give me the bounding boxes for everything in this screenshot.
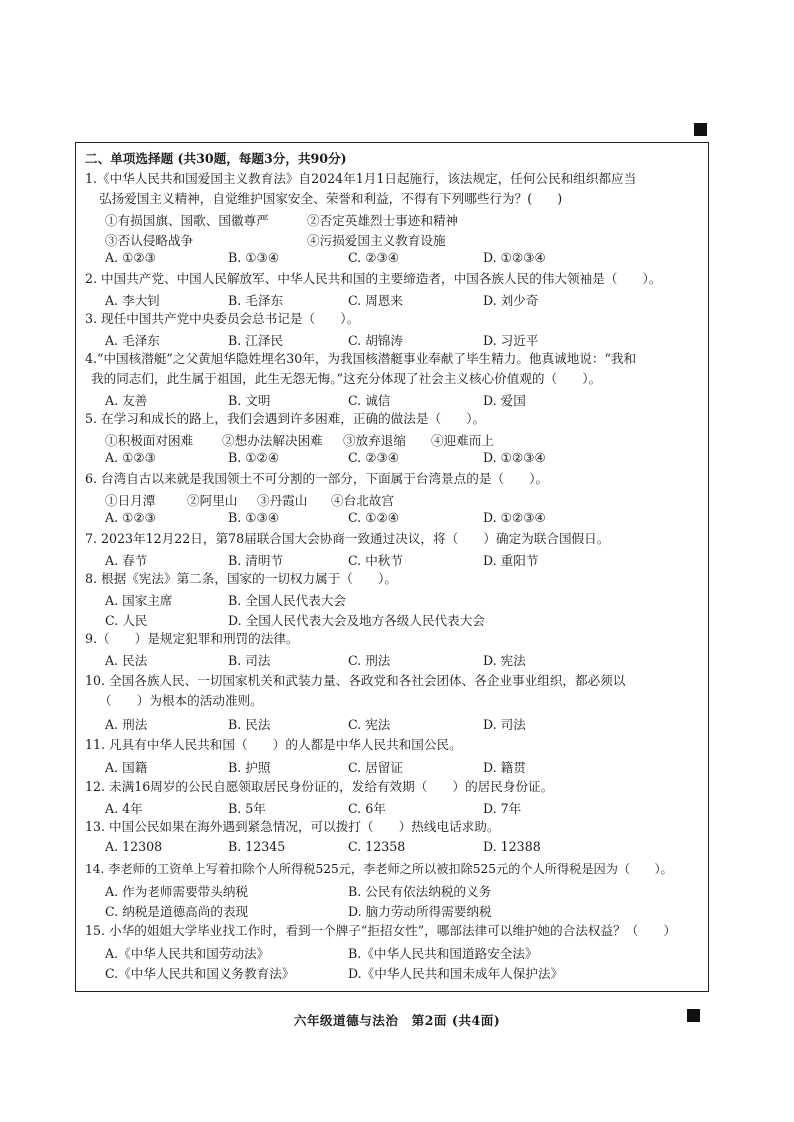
q7-option-c: C. 中秋节 bbox=[348, 553, 403, 568]
q1-statement-3: ③否认侵略战争 bbox=[105, 233, 194, 248]
q2-option-b: B. 毛泽东 bbox=[228, 293, 284, 308]
q7-option-a: A. 春节 bbox=[105, 553, 148, 568]
q10-option-b: B. 民法 bbox=[228, 717, 271, 732]
q1-option-b: B. ①③④ bbox=[228, 250, 280, 265]
q8-stem: 8. 根据《宪法》第二条，国家的一切权力属于（ ）。 bbox=[85, 571, 397, 586]
q12-option-b: B. 5年 bbox=[228, 801, 266, 816]
q4-option-d: D. 爱国 bbox=[483, 393, 526, 408]
q3-option-b: B. 江泽民 bbox=[228, 333, 284, 348]
q9-option-b: B. 司法 bbox=[228, 653, 271, 668]
registration-mark-top-right bbox=[694, 123, 707, 136]
q15-option-a: A.《中华人民共和国劳动法》 bbox=[105, 946, 270, 961]
q12-option-a: A. 4年 bbox=[105, 801, 143, 816]
q6-statement-3: ③丹霞山 bbox=[257, 493, 308, 508]
q11-option-a: A. 国籍 bbox=[105, 760, 148, 775]
q11-option-d: D. 籍贯 bbox=[483, 760, 526, 775]
q6-statement-4: ④台北故宫 bbox=[331, 493, 394, 508]
q11-option-b: B. 护照 bbox=[228, 760, 271, 775]
q13-option-b: B. 12345 bbox=[228, 839, 286, 854]
q15-option-c: C.《中华人民共和国义务教育法》 bbox=[105, 966, 295, 981]
q4-option-b: B. 文明 bbox=[228, 393, 271, 408]
q14-option-a: A. 作为老师需要带头纳税 bbox=[105, 884, 249, 899]
q5-option-b: B. ①②④ bbox=[228, 450, 280, 465]
q14-option-b: B. 公民有依法纳税的义务 bbox=[348, 884, 492, 899]
q5-statement-4: ④迎难而上 bbox=[431, 433, 494, 448]
q1-statement-4: ④污损爱国主义教育设施 bbox=[307, 233, 446, 248]
q3-option-c: C. 胡锦涛 bbox=[348, 333, 403, 348]
q8-option-b: B. 全国人民代表大会 bbox=[228, 593, 347, 608]
q2-stem: 2. 中国共产党、中国人民解放军、中华人民共和国的主要缔造者，中国各族人民的伟大领袖是（ ）。 bbox=[85, 271, 662, 286]
q2-option-a: A. 李大钊 bbox=[105, 293, 160, 308]
q3-option-a: A. 毛泽东 bbox=[105, 333, 160, 348]
q15-stem: 15. 小华的姐姐大学毕业找工作时，看到一个牌子“拒招女性”，哪部法律可以维护她的合法权益？（ ） bbox=[85, 923, 677, 938]
q6-statement-2: ②阿里山 bbox=[187, 493, 238, 508]
q1-stem-line2: 弘扬爱国主义精神，自觉维护国家安全、荣誉和利益，不得有下列哪些行为？( ) bbox=[99, 191, 563, 206]
q8-option-d: D. 全国人民代表大会及地方各级人民代表大会 bbox=[228, 613, 485, 628]
q10-stem-line1: 10. 全国各族人民、一切国家机关和武装力量、各政党和各社会团体、各企业事业组织，都必须以 bbox=[85, 673, 626, 688]
q11-option-c: C. 居留证 bbox=[348, 760, 403, 775]
q4-option-c: C. 诚信 bbox=[348, 393, 391, 408]
q3-stem: 3. 现任中国共产党中央委员会总书记是（ ）。 bbox=[85, 311, 360, 326]
q15-option-d: D.《中华人民共和国未成年人保护法》 bbox=[348, 966, 564, 981]
q7-stem: 7. 2023年12月22日，第78届联合国大会协商一致通过决议，将（ ）确定为联合国假日。 bbox=[85, 531, 610, 546]
q7-option-b: B. 清明节 bbox=[228, 553, 284, 568]
q1-option-c: C. ②③④ bbox=[348, 250, 400, 265]
q1-statement-1: ①有损国旗、国歌、国徽尊严 bbox=[105, 213, 269, 228]
page-footer: 六年级道德与法治 第2面 (共4面) bbox=[293, 1013, 501, 1028]
q14-stem: 14. 李老师的工资单上写着扣除个人所得税525元，李老师之所以被扣除525元的个人所得税是因为（ ）。 bbox=[85, 862, 673, 876]
q6-option-c: C. ①②④ bbox=[348, 510, 400, 525]
q4-stem-line2: 我的同志们，此生属于祖国，此生无怨无悔。”这充分体现了社会主义核心价值观的（ ）。 bbox=[91, 371, 602, 386]
q10-stem-line2: （ ）为根本的活动准则。 bbox=[99, 693, 263, 708]
q6-stem: 6. 台湾自古以来就是我国领土不可分割的一部分，下面属于台湾景点的是（ ）。 bbox=[85, 471, 549, 486]
q10-option-a: A. 刑法 bbox=[105, 717, 148, 732]
q14-option-d: D. 脑力劳动所得需要纳税 bbox=[348, 904, 492, 919]
q7-option-d: D. 重阳节 bbox=[483, 553, 539, 568]
q5-statement-3: ③放弃退缩 bbox=[343, 433, 406, 448]
q12-stem: 12. 未满16周岁的公民自愿领取居民身份证的，发给有效期（ ）的居民身份证。 bbox=[85, 779, 554, 794]
q12-option-d: D. 7年 bbox=[483, 801, 522, 816]
q5-stem: 5. 在学习和成长的路上，我们会遇到许多困难，正确的做法是（ ）。 bbox=[85, 411, 486, 426]
q15-option-b: B.《中华人民共和国道路安全法》 bbox=[348, 946, 538, 961]
q10-option-d: D. 司法 bbox=[483, 717, 526, 732]
section-title: 二、单项选择题 (共30题，每题3分，共90分) bbox=[85, 151, 347, 166]
q4-stem-line1: 4.“中国核潜艇”之父黄旭华隐姓埋名30年，为我国核潜艇事业奉献了毕生精力。他真诚地说：“我和 bbox=[85, 351, 637, 366]
q9-option-c: C. 刑法 bbox=[348, 653, 391, 668]
q2-option-c: C. 周恩来 bbox=[348, 293, 403, 308]
q5-statement-1: ①积极面对困难 bbox=[105, 433, 194, 448]
q5-statement-2: ②想办法解决困难 bbox=[222, 433, 323, 448]
q1-stem-line1: 1.《中华人民共和国爱国主义教育法》自2024年1月1日起施行，该法规定，任何公民和组织都应当 bbox=[85, 171, 637, 186]
q5-option-d: D. ①②③④ bbox=[483, 450, 546, 465]
q11-stem: 11. 凡具有中华人民共和国（ ）的人都是中华人民共和国公民。 bbox=[85, 737, 462, 752]
q8-option-a: A. 国家主席 bbox=[105, 593, 173, 608]
q13-stem: 13. 中国公民如果在海外遇到紧急情况，可以拨打（ ）热线电话求助。 bbox=[85, 819, 500, 834]
q6-option-b: B. ①③④ bbox=[228, 510, 280, 525]
q12-option-c: C. 6年 bbox=[348, 801, 386, 816]
q9-stem: 9.（ ）是规定犯罪和刑罚的法律。 bbox=[85, 631, 299, 646]
q3-option-d: D. 习近平 bbox=[483, 333, 539, 348]
q6-option-d: D. ①②③④ bbox=[483, 510, 546, 525]
q2-option-d: D. 刘少奇 bbox=[483, 293, 539, 308]
q1-option-a: A. ①②③ bbox=[105, 250, 156, 265]
q6-statement-1: ①日月潭 bbox=[105, 493, 156, 508]
q5-option-a: A. ①②③ bbox=[105, 450, 156, 465]
q10-option-c: C. 宪法 bbox=[348, 717, 391, 732]
q6-option-a: A. ①②③ bbox=[105, 510, 156, 525]
q9-option-d: D. 宪法 bbox=[483, 653, 526, 668]
q1-option-d: D. ①②③④ bbox=[483, 250, 546, 265]
q4-option-a: A. 友善 bbox=[105, 393, 148, 408]
q1-statement-2: ②否定英雄烈士事迹和精神 bbox=[307, 213, 459, 228]
q9-option-a: A. 民法 bbox=[105, 653, 148, 668]
q13-option-d: D. 12388 bbox=[483, 839, 541, 854]
q8-option-c: C. 人民 bbox=[105, 613, 148, 628]
q14-option-c: C. 纳税是道德高尚的表现 bbox=[105, 904, 249, 919]
q13-option-c: C. 12358 bbox=[348, 839, 406, 854]
q5-option-c: C. ②③④ bbox=[348, 450, 400, 465]
q13-option-a: A. 12308 bbox=[105, 839, 163, 854]
